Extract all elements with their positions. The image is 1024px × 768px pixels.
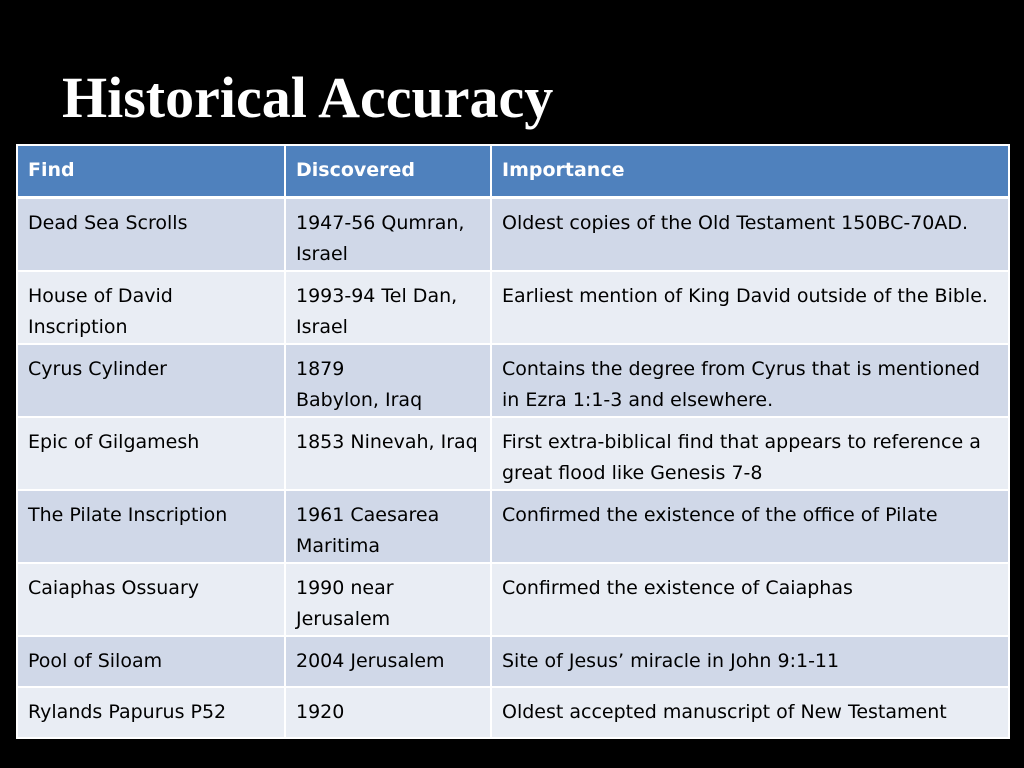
table-header-row xyxy=(17,145,1009,197)
table-row xyxy=(17,271,1009,344)
table-row xyxy=(17,344,1009,417)
importance-cell: Oldest accepted manuscript of New Testament xyxy=(491,687,1009,738)
find-cell: Caiaphas Ossuary xyxy=(17,563,285,636)
find-cell: Rylands Papurus P52 xyxy=(17,687,285,738)
find-cell: The Pilate Inscription xyxy=(17,490,285,563)
find-cell: Cyrus Cylinder xyxy=(17,344,285,417)
table-row xyxy=(17,490,1009,563)
discovered-cell: 1961 Caesarea Maritima xyxy=(285,490,491,563)
column-header-find: Find xyxy=(17,145,285,197)
table-row xyxy=(17,563,1009,636)
column-header-importance: Importance xyxy=(491,145,1009,197)
column-header-discovered: Discovered xyxy=(285,145,491,197)
importance-cell: Contains the degree from Cyrus that is mentioned in Ezra 1:1-3 and elsewhere. xyxy=(491,344,1009,417)
slide-title: Historical Accuracy xyxy=(62,65,554,130)
discovered-cell: 1879 Babylon, Iraq xyxy=(285,344,491,417)
importance-cell: Site of Jesus’ miracle in John 9:1-11 xyxy=(491,636,1009,687)
table-row xyxy=(17,636,1009,687)
importance-cell: Earliest mention of King David outside of the Bible. xyxy=(491,271,1009,344)
discovered-cell: 2004 Jerusalem xyxy=(285,636,491,687)
importance-cell: Confirmed the existence of Caiaphas xyxy=(491,563,1009,636)
find-cell: Dead Sea Scrolls xyxy=(17,197,285,271)
discovered-cell: 1853 Ninevah, Iraq xyxy=(285,417,491,490)
discovered-cell: 1993-94 Tel Dan, Israel xyxy=(285,271,491,344)
importance-cell: Oldest copies of the Old Testament 150BC-70AD. xyxy=(491,197,1009,271)
importance-cell: First extra-biblical find that appears to reference a great flood like Genesis 7-8 xyxy=(491,417,1009,490)
importance-cell: Confirmed the existence of the office of Pilate xyxy=(491,490,1009,563)
find-cell: House of David Inscription xyxy=(17,271,285,344)
table-row xyxy=(17,197,1009,271)
discovered-cell: 1990 near Jerusalem xyxy=(285,563,491,636)
find-cell: Epic of Gilgamesh xyxy=(17,417,285,490)
table-row xyxy=(17,687,1009,738)
discovered-cell: 1947-56 Qumran, Israel xyxy=(285,197,491,271)
table-row xyxy=(17,417,1009,490)
discovered-cell: 1920 xyxy=(285,687,491,738)
find-cell: Pool of Siloam xyxy=(17,636,285,687)
findings-table xyxy=(16,144,1010,739)
